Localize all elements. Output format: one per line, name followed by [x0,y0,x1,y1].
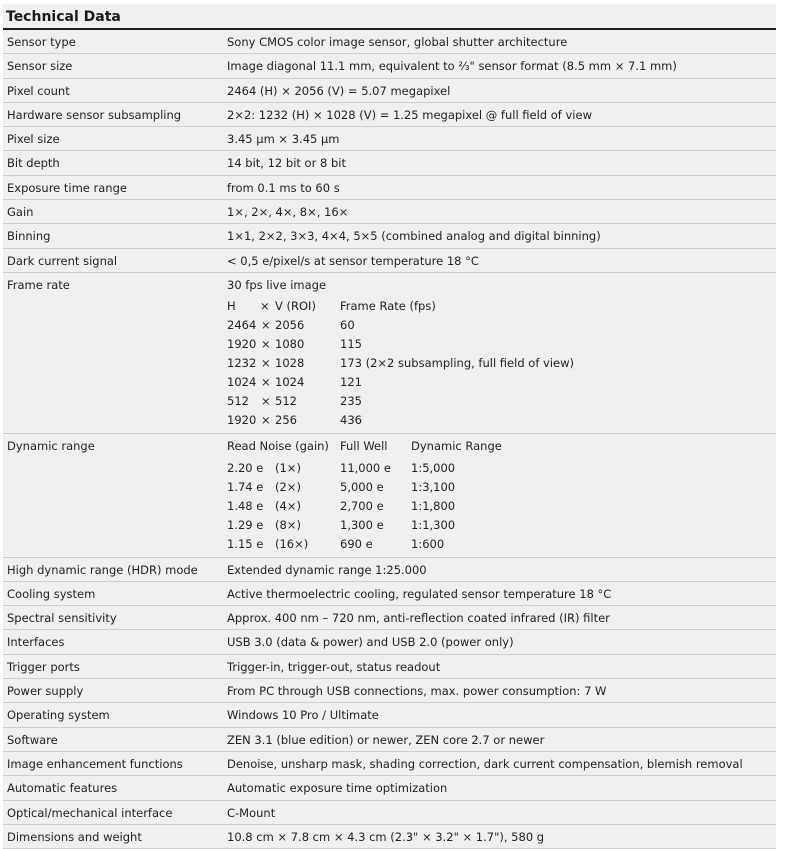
row-label: Dynamic range [7,439,95,454]
cell-fps: 436 [340,413,362,428]
cell-fps: 121 [340,375,362,390]
section-title: Technical Data [3,4,776,30]
spec-row [3,200,776,224]
sub-row [227,497,776,516]
sub-row [227,411,776,430]
frame-rate-values [227,273,776,433]
sub-row [227,535,776,554]
cell-range: 1:3,100 [411,479,456,494]
col-v-header: V (ROI) [275,299,316,314]
col-range-header: Dynamic Range [411,439,502,454]
cell-h: 1920 [227,413,257,428]
dynamic-range-row [3,434,776,557]
cell-fps: 173 (2×2 subsampling, full field of view) [340,356,574,371]
cell-v: 1028 [275,356,305,371]
row-label: Operating system [7,708,110,723]
sub-row [227,459,776,478]
sub-row [227,478,776,497]
cell-range: 1:1,300 [411,517,456,532]
row-label: Hardware sensor subsampling [7,107,182,122]
cell-gain: (4×) [275,498,301,513]
sub-row [227,316,776,335]
frame-rate-header [227,297,776,316]
row-label: Sensor type [7,35,76,49]
row-label: Trigger ports [7,659,80,674]
frame-rate-intro: 30 fps live image [227,277,327,292]
dynamic-range-rows [227,459,776,554]
cell-h: 1920 [227,337,257,352]
spec-row [3,825,776,849]
cell-h: 1232 [227,356,257,371]
cell-x: × [261,394,271,409]
row-label: Frame rate [7,277,70,292]
sub-row [227,354,776,373]
row-value: Extended dynamic range 1:25.000 [227,562,427,577]
sub-row [227,373,776,392]
spec-row [3,151,776,175]
row-value: Automatic exposure time optimization [227,781,448,796]
row-label: Bit depth [7,156,60,171]
spec-row [3,728,776,752]
row-label: Sensor size [7,59,73,74]
cell-noise: 1.15 e [227,536,264,551]
cell-range: 1:5,000 [411,460,456,475]
spec-row [3,176,776,200]
spec-row [3,103,776,127]
row-value: From PC through USB connections, max. power consumption: 7 W [227,684,607,699]
spec-row [3,558,776,582]
cell-h: 1024 [227,375,257,390]
row-value: Trigger-in, trigger-out, status readout [227,659,441,674]
row-value: Windows 10 Pro / Ultimate [227,708,379,723]
spec-row [3,776,776,800]
cell-noise: 1.29 e [227,517,264,532]
dynamic-range-values [227,434,776,556]
cell-well: 5,000 e [340,479,384,494]
cell-x: × [261,356,271,371]
row-value: C-Mount [227,805,276,820]
row-label: Automatic features [7,781,118,796]
cell-h: 512 [227,394,249,409]
row-label: Software [7,732,58,747]
row-label: Cooling system [7,586,96,601]
row-label: Pixel size [7,132,60,147]
row-value: 14 bit, 12 bit or 8 bit [227,156,346,171]
cell-range: 1:600 [411,536,445,551]
spec-row [3,79,776,103]
spec-row [3,606,776,630]
row-value: 3.45 µm × 3.45 µm [227,132,340,147]
cell-gain: (8×) [275,517,301,532]
cell-x: × [261,413,271,428]
row-value: 2464 (H) × 2056 (V) = 5.07 megapixel [227,83,451,98]
cell-fps: 60 [340,318,355,333]
spec-row [3,752,776,776]
row-label: Dimensions and weight [7,829,142,844]
dynamic-range-header [227,434,776,458]
spec-row [3,655,776,679]
cell-gain: (16×) [275,536,309,551]
row-label: Power supply [7,684,84,699]
row-value: from 0.1 ms to 60 s [227,180,340,195]
row-value: Active thermoelectric cooling, regulated sensor temperature 18 °C [227,586,612,601]
frame-rate-row [3,273,776,434]
cell-x: × [261,375,271,390]
col-h-header: H [227,299,236,314]
cell-v: 1080 [275,337,305,352]
cell-noise: 2.20 e [227,460,264,475]
spec-row [3,703,776,727]
row-label: Optical/mechanical interface [7,805,173,820]
bottom-rows [3,558,776,849]
cell-x: × [261,337,271,352]
cell-well: 690 e [340,536,373,551]
row-label: Image enhancement functions [7,756,183,771]
spec-row [3,54,776,78]
row-label: Interfaces [7,635,65,650]
row-value: ZEN 3.1 (blue edition) or newer, ZEN core 2.7 or newer [227,732,545,747]
sub-row [227,335,776,354]
row-value: < 0,5 e/pixel/s at sensor temperature 18 °C [227,253,479,268]
row-label: Binning [7,229,51,244]
cell-gain: (1×) [275,460,301,475]
spec-row [3,679,776,703]
col-fps-header: Frame Rate (fps) [340,299,436,314]
row-value: Approx. 400 nm – 720 nm, anti-reflection coated infrared (IR) filter [227,611,610,626]
row-value: Sony CMOS color image sensor, global shutter architecture [227,35,568,49]
row-value: Denoise, unsharp mask, shading correction, dark current compensation, blemish removal [227,756,743,771]
sub-row [227,392,776,411]
row-label: Exposure time range [7,180,127,195]
spec-row [3,224,776,248]
cell-v: 512 [275,394,297,409]
spec-row [3,30,776,54]
cell-gain: (2×) [275,479,301,494]
cell-well: 11,000 e [340,460,391,475]
cell-v: 2056 [275,318,305,333]
cell-v: 1024 [275,375,305,390]
frame-rate-rows [227,316,776,430]
cell-noise: 1.48 e [227,498,264,513]
col-noise-header: Read Noise (gain) [227,439,329,454]
cell-noise: 1.74 e [227,479,264,494]
cell-well: 1,300 e [340,517,384,532]
row-value: 10.8 cm × 7.8 cm × 4.3 cm (2.3" × 3.2" × 1.7"), 580 g [227,829,545,844]
cell-well: 2,700 e [340,498,384,513]
sub-row [227,516,776,535]
spec-row [3,801,776,825]
row-label: Pixel count [7,83,70,98]
row-value: 1×1, 2×2, 3×3, 4×4, 5×5 (combined analog and digital binning) [227,229,601,244]
spec-row [3,630,776,654]
row-value: USB 3.0 (data & power) and USB 2.0 (power only) [227,635,514,650]
technical-data-table [3,4,776,849]
cell-range: 1:1,800 [411,498,456,513]
spec-row [3,249,776,273]
cell-x: × [261,318,271,333]
col-x-header: × [260,299,270,314]
spec-row [3,582,776,606]
col-well-header: Full Well [340,439,388,454]
row-label: Dark current signal [7,253,118,268]
row-label: High dynamic range (HDR) mode [7,562,198,577]
cell-h: 2464 [227,318,257,333]
row-label: Spectral sensitivity [7,611,117,626]
cell-fps: 115 [340,337,362,352]
cell-fps: 235 [340,394,362,409]
row-value: Image diagonal 11.1 mm, equivalent to ⅔" sensor format (8.5 mm × 7.1 mm) [227,59,677,74]
row-value: 1×, 2×, 4×, 8×, 16× [227,205,349,220]
cell-v: 256 [275,413,297,428]
row-label: Gain [7,205,34,220]
spec-row [3,127,776,151]
row-value: 2×2: 1232 (H) × 1028 (V) = 1.25 megapixel @ full field of view [227,107,592,122]
top-rows [3,30,776,273]
